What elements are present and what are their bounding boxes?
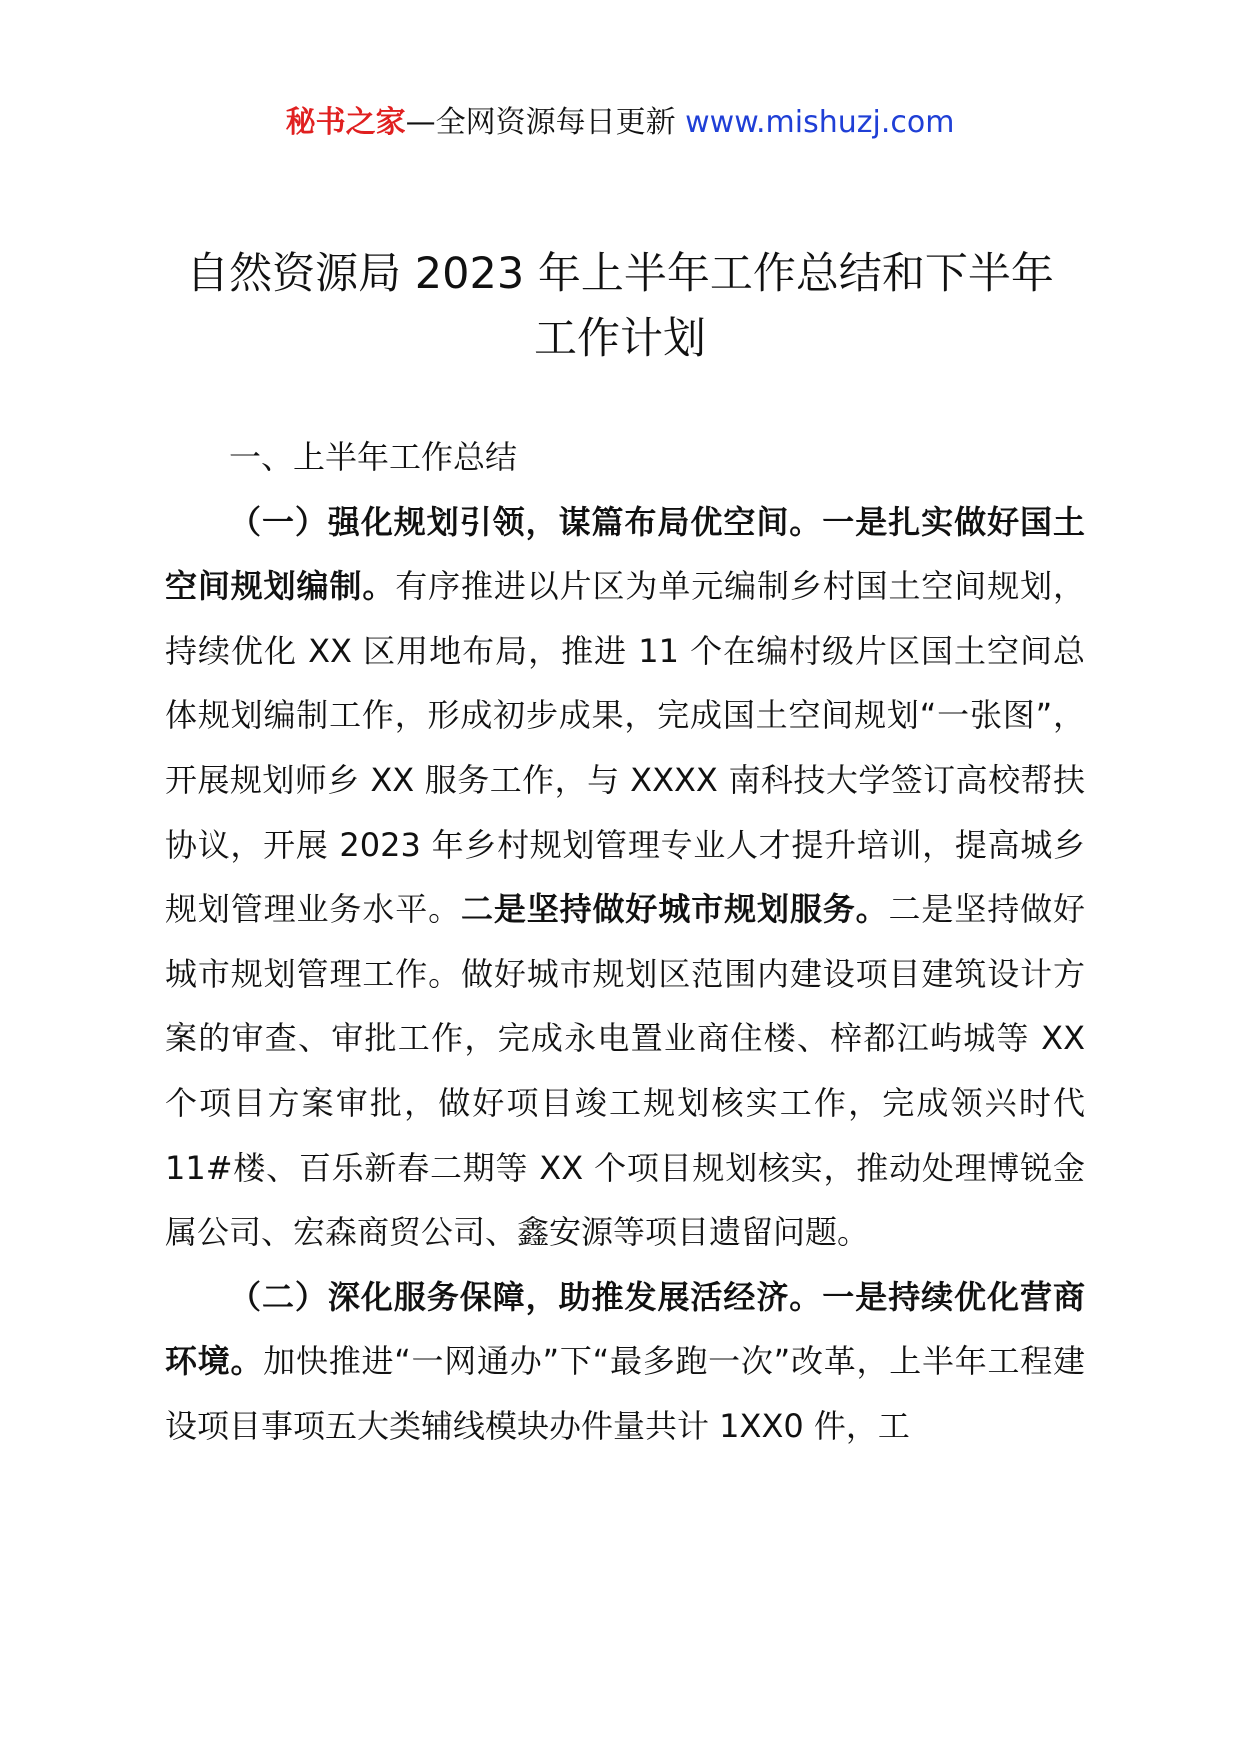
paragraph-1-text-second: 二是坚持做好城市规划管理工作。做好城市规划区范围内建设项目建筑设计方案的审查、审批工作，完成永电置业商住楼、梓都江屿城等 XX 个项目方案审批，做好项目竣工规划核实工作，完成领兴时代 11#楼、百乐新春二期等 XX 个项目规划核实，推动处理博锐金属公司、宏森商贸公司、鑫安源等项目遗留问题。	[165, 890, 1085, 1252]
section-heading: 一、上半年工作总结	[229, 438, 518, 476]
paragraph-2	[165, 1265, 1085, 1459]
site-slogan: —全网资源每日更新	[405, 105, 676, 140]
document-title-line-2: 工作计划	[534, 314, 706, 364]
paragraph-1-bold-lead: （一）强化规划引领，谋篇布局优空间。一是扎实做好国土空间规划编制。	[165, 502, 1085, 606]
paragraph-1	[165, 490, 1085, 1265]
paragraph-1-text: 有序推进以片区为单元编制乡村国土空间规划，持续优化 XX 区用地布局，推进 11 个在编村级片区国土空间总体规划编制工作，形成初步成果，完成国土空间规划“一张图”，开展规划师乡 XX 服务工作，与 XXXX 南科技大学签订高校帮扶协议，开展 2023 年乡村规划管理专业人才提升培训，提高城乡规划管理业务水平。	[165, 567, 1085, 929]
site-url-link[interactable]: www.mishuzj.com	[685, 105, 955, 140]
brand-name: 秘书之家	[285, 105, 406, 140]
document-title-line-1: 自然资源局 2023 年上半年工作总结和下半年	[186, 249, 1054, 299]
document-body	[165, 425, 1085, 1459]
paragraph-2-bold-lead: （二）深化服务保障，助推发展活经济。一是持续优化营商环境。	[165, 1277, 1085, 1381]
paragraph-1-bold-second: 二是坚持做好城市规划服务。	[461, 890, 889, 929]
site-header	[0, 100, 1240, 146]
paragraph-2-text: 加快推进“一网通办”下“最多跑一次”改革，上半年工程建设项目事项五大类辅线模块办件量共计 1XX0 件，工	[165, 1342, 1085, 1445]
document-title	[150, 242, 1090, 372]
